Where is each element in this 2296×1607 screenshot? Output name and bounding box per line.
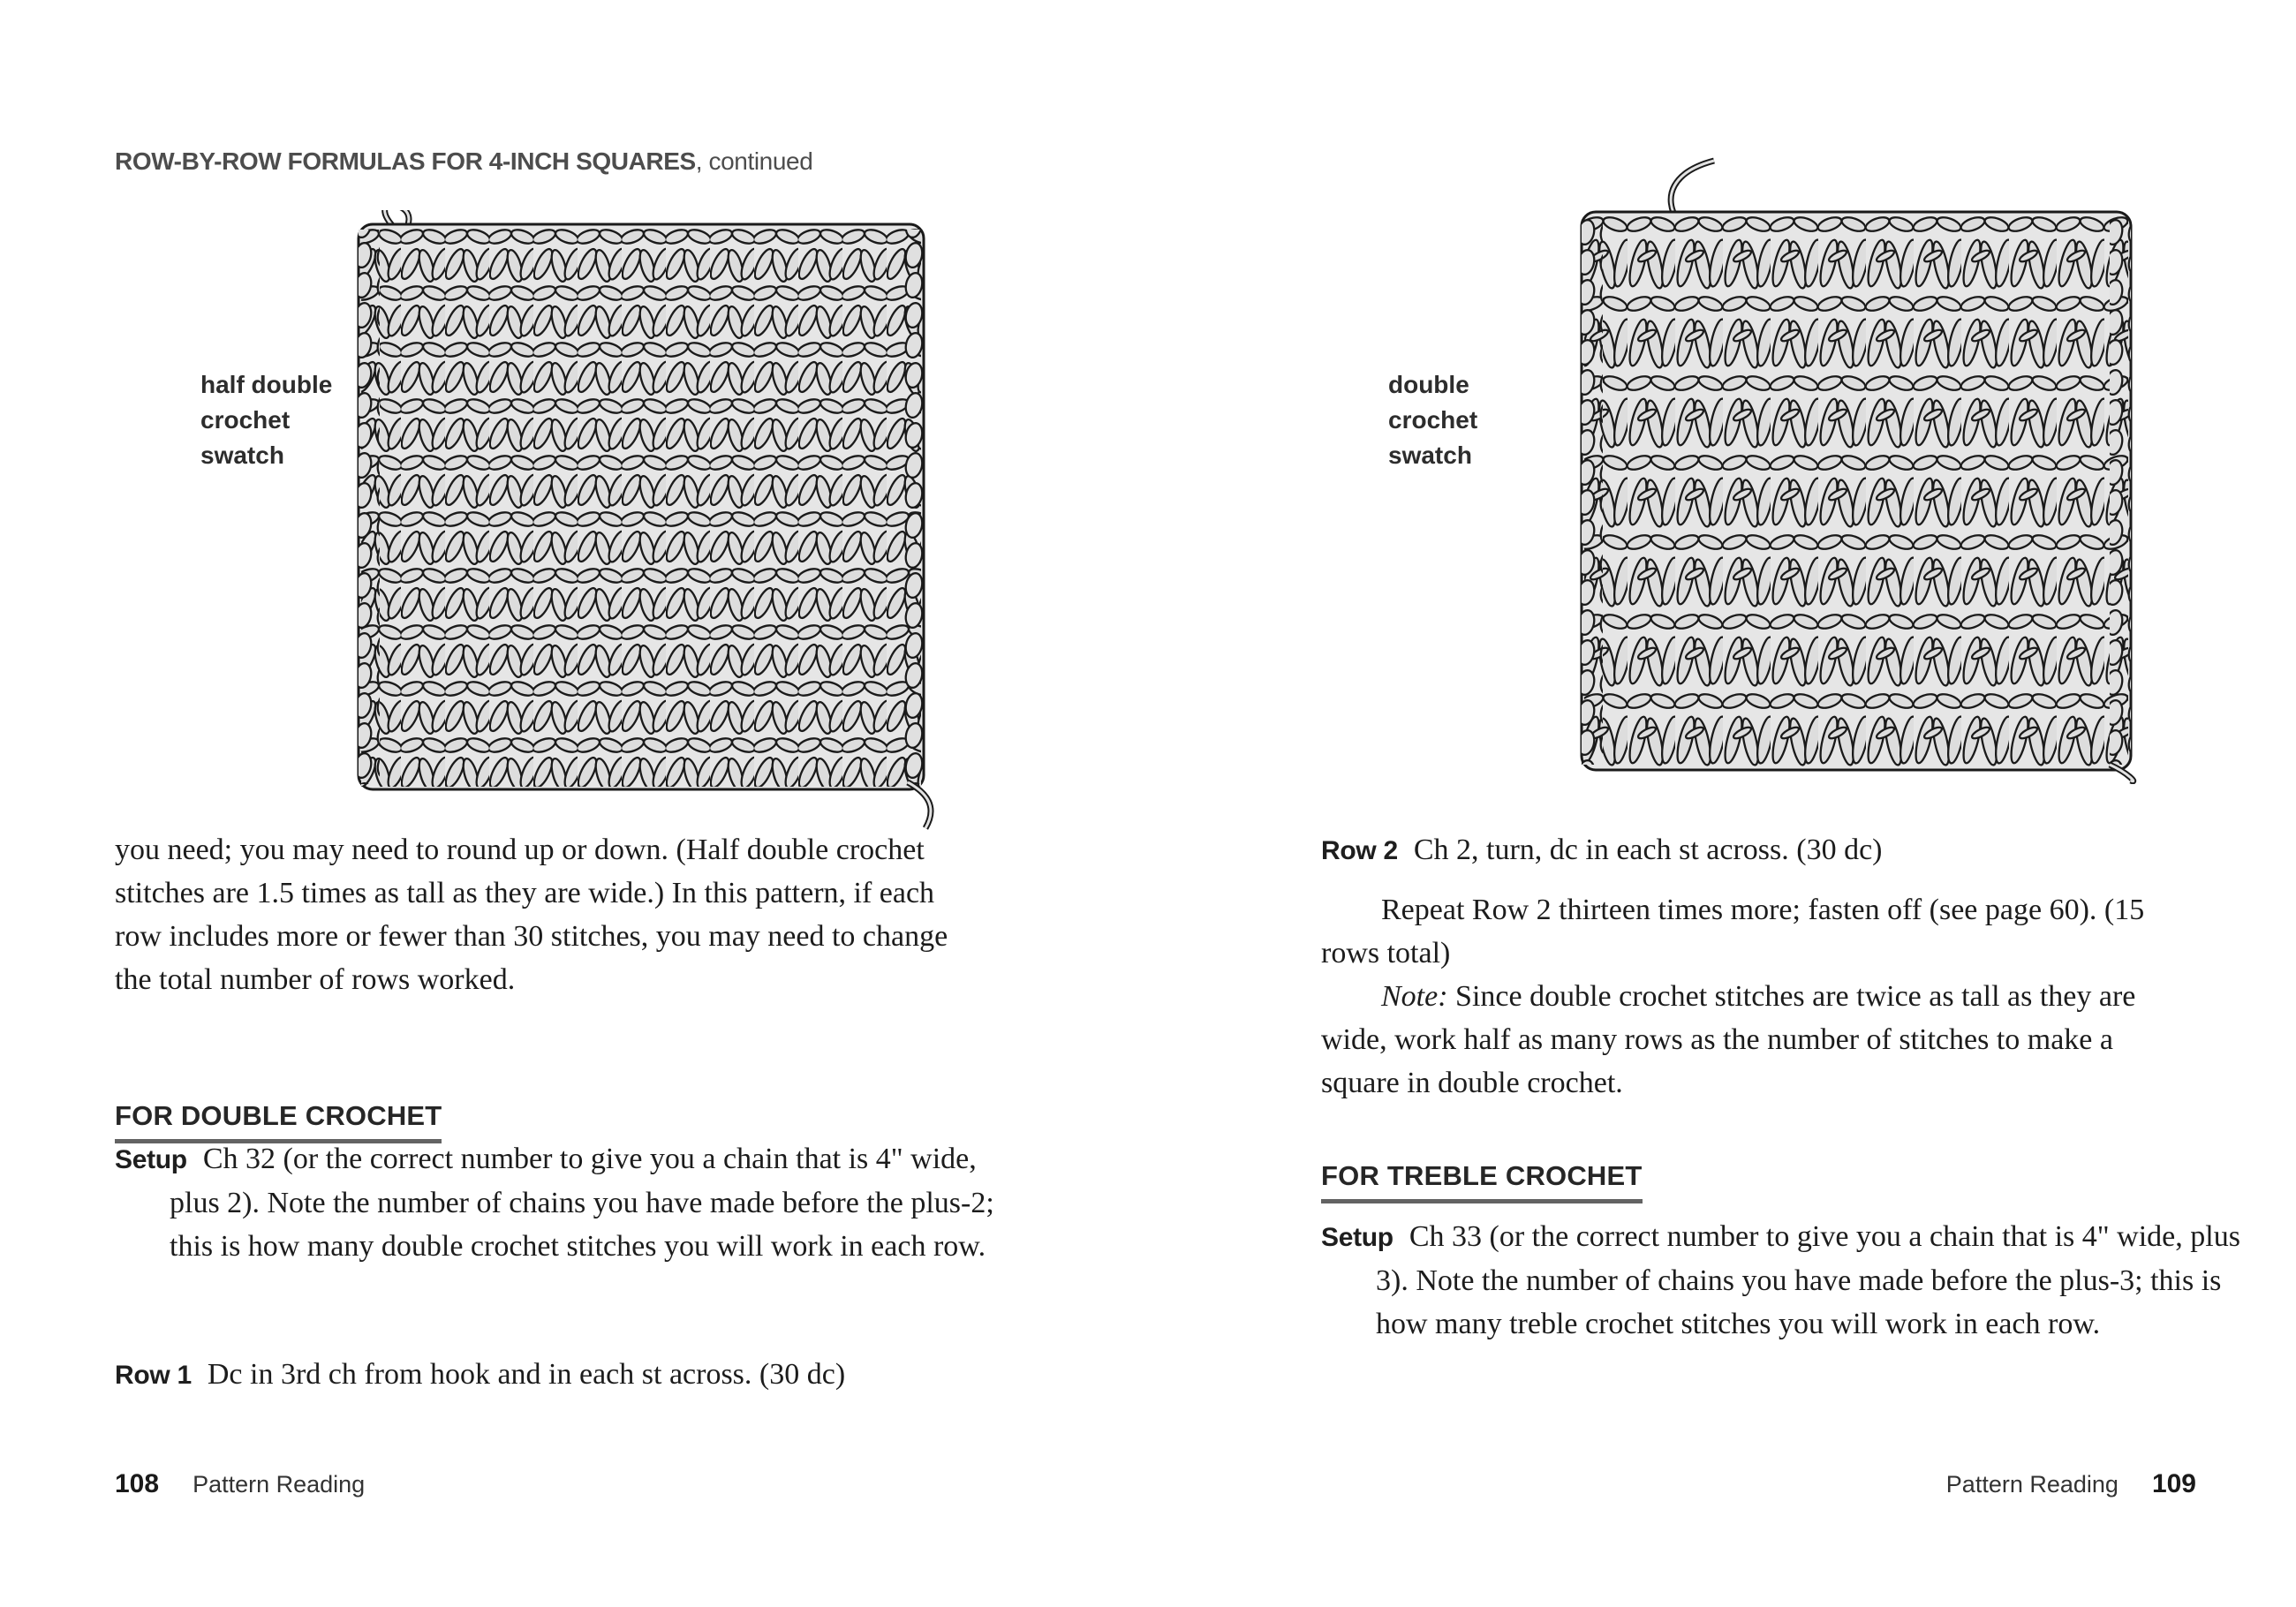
right-repeat-paragraph: Repeat Row 2 thirteen times more; fasten off (see page 60). (15 rows total) bbox=[1321, 894, 2145, 969]
right-note-paragraph bbox=[1321, 975, 2191, 1105]
section-kicker bbox=[115, 147, 812, 177]
note-label: Note: bbox=[1381, 980, 1448, 1013]
page-number: 109 bbox=[2151, 1469, 2196, 1498]
label-line: crochet bbox=[200, 406, 291, 434]
swatch-fabric bbox=[1582, 212, 2131, 770]
row1-label: Row 1 bbox=[115, 1361, 192, 1390]
left-setup-paragraph bbox=[115, 1137, 1017, 1268]
row1-text: Dc in 3rd ch from hook and in each st across. (30 dc) bbox=[207, 1358, 846, 1391]
swatch-fabric bbox=[359, 224, 924, 789]
row2-label: Row 2 bbox=[1321, 836, 1398, 865]
left-row1-paragraph bbox=[115, 1353, 1017, 1397]
footer-section-title: Pattern Reading bbox=[193, 1471, 366, 1498]
setup-text: Ch 33 (or the correct number to give you a chain that is 4" wide, plus 3). Note the number of chains you have made before the plus-3; this is how many treble crochet stitches you will work in each row. bbox=[1376, 1220, 2240, 1340]
left-page-footer bbox=[115, 1469, 365, 1499]
setup-label: Setup bbox=[1321, 1223, 1393, 1252]
label-line: swatch bbox=[200, 441, 284, 469]
label-line: double bbox=[1388, 371, 1469, 398]
half-double-crochet-swatch-label bbox=[200, 367, 332, 473]
right-setup-paragraph bbox=[1321, 1215, 2246, 1346]
setup-text: Ch 32 (or the correct number to give you a chain that is 4" wide, plus 2). Note the number of chains you have made before the plus-2; this is how many double crochet stitches you will work in each row. bbox=[170, 1143, 994, 1263]
section-heading-for-double-crochet: FOR DOUBLE CROCHET bbox=[115, 1100, 442, 1143]
row2-text: Ch 2, turn, dc in each st across. (30 dc) bbox=[1413, 834, 1883, 866]
double-crochet-swatch-label bbox=[1388, 367, 1477, 473]
setup-label: Setup bbox=[115, 1145, 187, 1174]
section-heading-for-treble-crochet: FOR TREBLE CROCHET bbox=[1321, 1160, 1643, 1203]
kicker-continued: , continued bbox=[695, 147, 813, 175]
left-intro-paragraph: you need; you may need to round up or down. (Half double crochet stitches are 1.5 times as tall as they are wide.) In this pattern, if each row includes more or fewer than 30 stitches, you may need to change the total number of rows worked. bbox=[115, 834, 948, 996]
footer-section-title: Pattern Reading bbox=[1945, 1471, 2119, 1498]
half-double-crochet-swatch-illustration bbox=[351, 210, 934, 830]
label-line: crochet bbox=[1388, 406, 1478, 434]
note-text: Since double crochet stitches are twice as tall as they are wide, work half as many rows as the number of stitches to make a square in double crochet. bbox=[1321, 980, 2136, 1099]
right-page-footer bbox=[1946, 1469, 2196, 1499]
label-line: swatch bbox=[1388, 441, 1472, 469]
right-row2-paragraph bbox=[1321, 828, 2246, 872]
label-line: half double bbox=[200, 371, 333, 398]
double-crochet-swatch-illustration bbox=[1575, 157, 2140, 784]
kicker-title: ROW-BY-ROW FORMULAS FOR 4-INCH SQUARES bbox=[115, 147, 696, 175]
page-number: 108 bbox=[115, 1469, 160, 1498]
